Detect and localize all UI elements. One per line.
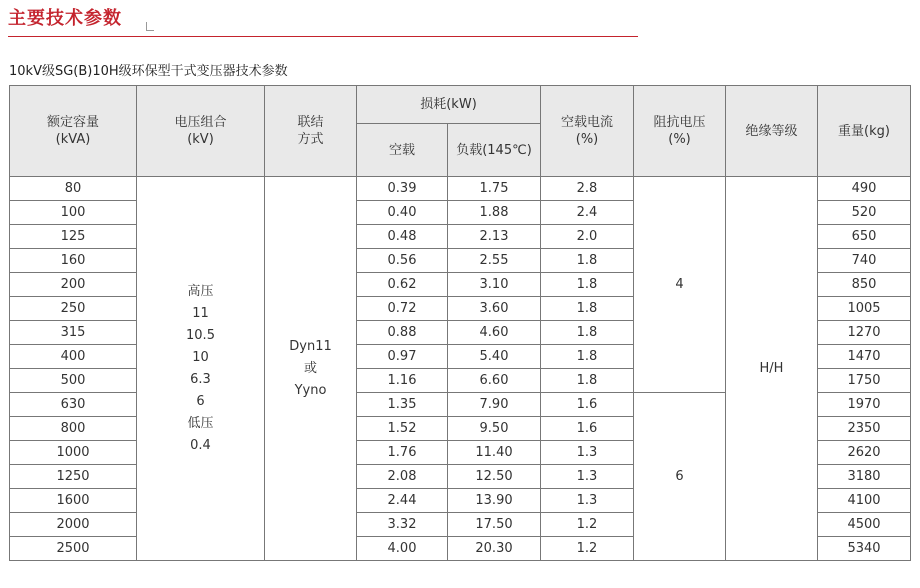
noload-current-cell: 1.2 <box>541 537 634 561</box>
load-loss-cell: 2.13 <box>448 225 541 249</box>
impedance-cell: 6 <box>634 393 726 561</box>
noload-loss-cell: 0.48 <box>357 225 448 249</box>
noload-current-cell: 1.6 <box>541 393 634 417</box>
weight-cell: 4500 <box>818 513 911 537</box>
header-noload-current-line1: 空载电流 <box>560 115 613 130</box>
weight-cell: 2620 <box>818 441 911 465</box>
header-load-loss: 负载(145℃) <box>448 124 541 177</box>
noload-current-cell: 1.2 <box>541 513 634 537</box>
header-capacity-line1: 额定容量 <box>46 115 99 130</box>
connection-line: Yyno <box>294 382 327 398</box>
load-loss-cell: 12.50 <box>448 465 541 489</box>
weight-cell: 490 <box>818 177 911 201</box>
noload-current-cell: 1.8 <box>541 321 634 345</box>
noload-current-cell: 1.8 <box>541 297 634 321</box>
header-impedance <box>634 86 726 177</box>
noload-loss-cell: 0.56 <box>357 249 448 273</box>
noload-loss-cell: 3.32 <box>357 513 448 537</box>
weight-cell: 5340 <box>818 537 911 561</box>
capacity-cell: 2000 <box>10 513 137 537</box>
capacity-cell: 800 <box>10 417 137 441</box>
capacity-cell: 125 <box>10 225 137 249</box>
weight-cell: 850 <box>818 273 911 297</box>
header-capacity <box>10 86 137 177</box>
noload-loss-cell: 2.44 <box>357 489 448 513</box>
weight-cell: 650 <box>818 225 911 249</box>
noload-current-cell: 1.8 <box>541 345 634 369</box>
header-voltage-line1: 电压组合 <box>174 115 227 130</box>
load-loss-cell: 3.60 <box>448 297 541 321</box>
noload-current-cell: 2.0 <box>541 225 634 249</box>
noload-current-cell: 2.4 <box>541 201 634 225</box>
noload-loss-cell: 0.62 <box>357 273 448 297</box>
noload-loss-cell: 2.08 <box>357 465 448 489</box>
header-noload-current <box>541 86 634 177</box>
load-loss-cell: 5.40 <box>448 345 541 369</box>
header-voltage-combo <box>137 86 265 177</box>
load-loss-cell: 20.30 <box>448 537 541 561</box>
capacity-cell: 80 <box>10 177 137 201</box>
load-loss-cell: 7.90 <box>448 393 541 417</box>
voltage-combo-line: 0.4 <box>190 437 211 453</box>
voltage-combo-line: 10 <box>192 349 209 365</box>
capacity-cell: 1600 <box>10 489 137 513</box>
noload-current-cell: 1.8 <box>541 273 634 297</box>
header-connection-line1: 联结 <box>297 115 324 130</box>
capacity-cell: 630 <box>10 393 137 417</box>
weight-cell: 1750 <box>818 369 911 393</box>
noload-current-cell: 1.3 <box>541 465 634 489</box>
connection-line: 或 <box>303 360 317 376</box>
weight-cell: 1470 <box>818 345 911 369</box>
capacity-cell: 1000 <box>10 441 137 465</box>
capacity-cell: 400 <box>10 345 137 369</box>
insulation-cell: H/H <box>726 177 818 561</box>
load-loss-cell: 17.50 <box>448 513 541 537</box>
section-heading: 主要技术参数 <box>8 8 122 29</box>
voltage-combo-cell <box>137 177 265 561</box>
noload-loss-cell: 0.72 <box>357 297 448 321</box>
connection-cell <box>265 177 357 561</box>
noload-current-cell: 1.3 <box>541 441 634 465</box>
load-loss-cell: 1.75 <box>448 177 541 201</box>
noload-current-cell: 1.3 <box>541 489 634 513</box>
capacity-cell: 1250 <box>10 465 137 489</box>
noload-loss-cell: 0.39 <box>357 177 448 201</box>
voltage-combo-line: 高压 <box>187 283 214 299</box>
noload-current-cell: 1.8 <box>541 369 634 393</box>
header-impedance-line2: (%) <box>668 132 691 147</box>
voltage-combo-line: 10.5 <box>186 327 215 343</box>
noload-current-cell: 2.8 <box>541 177 634 201</box>
weight-cell: 740 <box>818 249 911 273</box>
noload-current-cell: 1.6 <box>541 417 634 441</box>
weight-cell: 1970 <box>818 393 911 417</box>
capacity-cell: 160 <box>10 249 137 273</box>
weight-cell: 1005 <box>818 297 911 321</box>
table-caption: 10kV级SG(B)10H级环保型干式变压器技术参数 <box>9 64 288 79</box>
connection-line: Dyn11 <box>289 338 332 354</box>
header-noload-current-line2: (%) <box>575 132 599 147</box>
impedance-cell: 4 <box>634 177 726 393</box>
header-impedance-line1: 阻抗电压 <box>653 115 706 130</box>
weight-cell: 2350 <box>818 417 911 441</box>
noload-loss-cell: 0.40 <box>357 201 448 225</box>
capacity-cell: 250 <box>10 297 137 321</box>
noload-loss-cell: 0.88 <box>357 321 448 345</box>
header-noload-loss: 空载 <box>357 124 448 177</box>
voltage-combo-line: 低压 <box>187 415 214 431</box>
voltage-combo-line: 6.3 <box>190 371 211 387</box>
load-loss-cell: 1.88 <box>448 201 541 225</box>
voltage-combo-line: 11 <box>192 305 209 321</box>
weight-cell: 1270 <box>818 321 911 345</box>
capacity-cell: 200 <box>10 273 137 297</box>
voltage-combo-line: 6 <box>196 393 205 409</box>
header-loss: 损耗(kW) <box>357 86 541 124</box>
header-insulation: 绝缘等级 <box>726 86 818 177</box>
capacity-cell: 500 <box>10 369 137 393</box>
header-voltage-line2: (kV) <box>187 132 214 147</box>
capacity-cell: 315 <box>10 321 137 345</box>
noload-loss-cell: 1.35 <box>357 393 448 417</box>
load-loss-cell: 4.60 <box>448 321 541 345</box>
header-weight: 重量(kg) <box>818 86 911 177</box>
noload-loss-cell: 1.16 <box>357 369 448 393</box>
load-loss-cell: 11.40 <box>448 441 541 465</box>
load-loss-cell: 3.10 <box>448 273 541 297</box>
load-loss-cell: 2.55 <box>448 249 541 273</box>
noload-current-cell: 1.8 <box>541 249 634 273</box>
load-loss-cell: 13.90 <box>448 489 541 513</box>
weight-cell: 3180 <box>818 465 911 489</box>
heading-corner-mark <box>146 22 154 31</box>
noload-loss-cell: 1.76 <box>357 441 448 465</box>
noload-loss-cell: 4.00 <box>357 537 448 561</box>
noload-loss-cell: 1.52 <box>357 417 448 441</box>
noload-loss-cell: 0.97 <box>357 345 448 369</box>
table-row <box>10 177 911 201</box>
weight-cell: 520 <box>818 201 911 225</box>
spec-table <box>9 85 911 561</box>
header-connection-line2: 方式 <box>297 132 324 147</box>
load-loss-cell: 6.60 <box>448 369 541 393</box>
load-loss-cell: 9.50 <box>448 417 541 441</box>
weight-cell: 4100 <box>818 489 911 513</box>
header-capacity-line2: (kVA) <box>55 132 91 147</box>
header-connection <box>265 86 357 177</box>
capacity-cell: 2500 <box>10 537 137 561</box>
capacity-cell: 100 <box>10 201 137 225</box>
heading-divider <box>8 36 638 37</box>
